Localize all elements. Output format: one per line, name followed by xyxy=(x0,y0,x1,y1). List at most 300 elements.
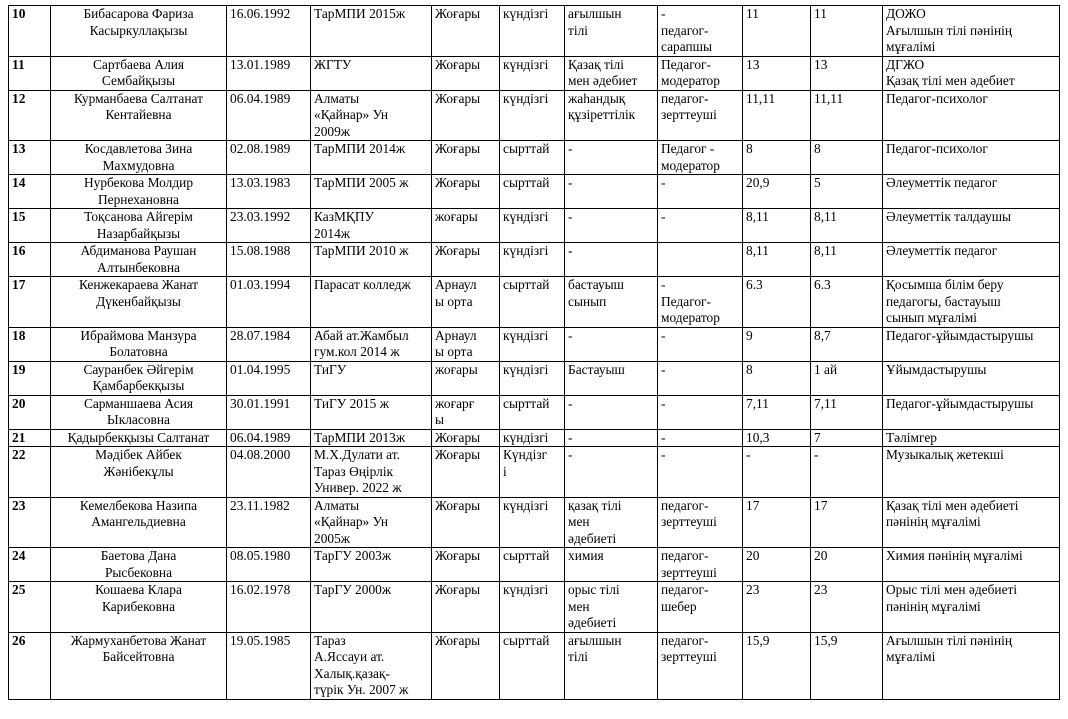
cell-text-line: Әлеуметтік педагог xyxy=(886,243,998,258)
cell-text-line: зерттеуші xyxy=(661,649,717,664)
table-row xyxy=(9,447,1060,498)
cell-text-line: ы орта xyxy=(435,344,473,359)
full-name-cell xyxy=(51,90,227,141)
study-form-cell xyxy=(500,327,565,361)
cell-text-line: Сартбаева Алия xyxy=(92,56,185,72)
teaching-experience-cell: 15,9 xyxy=(811,632,883,699)
total-experience-cell: 7,11 xyxy=(743,395,811,429)
table-row xyxy=(9,56,1060,90)
cell-text-line: Әлеуметтік талдаушы xyxy=(886,209,1012,224)
category-cell xyxy=(658,395,743,429)
cell-text-line: - xyxy=(568,327,573,343)
full-name-cell xyxy=(51,582,227,633)
cell-text-line: жоғары xyxy=(435,209,478,224)
birth-date-cell: 23.03.1992 xyxy=(227,209,311,243)
full-name-cell xyxy=(51,175,227,209)
position-cell xyxy=(883,395,1060,429)
education-level-cell xyxy=(432,632,500,699)
cell-text-line: Қадырбекқызы Салтанат xyxy=(67,429,210,445)
category-cell xyxy=(658,632,743,699)
education-level-cell xyxy=(432,141,500,175)
cell-text-line: Нурбекова Молдир xyxy=(83,175,194,190)
cell-text-line: сырттай xyxy=(503,548,550,563)
institution-cell xyxy=(311,6,432,57)
cell-text-line: шебер xyxy=(661,598,697,614)
cell-text-line: Педагог - xyxy=(661,141,715,156)
specialty-cell xyxy=(565,361,658,395)
teaching-experience-cell: 7 xyxy=(811,429,883,447)
teaching-experience-cell: 13 xyxy=(811,56,883,90)
study-form-cell xyxy=(500,175,565,209)
full-name-cell xyxy=(51,327,227,361)
birth-date-cell: 08.05.1980 xyxy=(227,548,311,582)
cell-text-line: күндізгі xyxy=(503,209,549,224)
cell-text-line: ТиГУ 2015 ж xyxy=(314,395,389,411)
birth-date-cell: 04.08.2000 xyxy=(227,447,311,498)
row-number-cell: 13 xyxy=(9,141,51,175)
study-form-cell xyxy=(500,497,565,548)
cell-text-line: «Қайнар» Ун xyxy=(314,107,389,122)
cell-text-line: күндізгі xyxy=(503,6,549,21)
cell-text-line: Тараз xyxy=(314,632,346,648)
specialty-cell xyxy=(565,141,658,175)
institution-cell xyxy=(311,327,432,361)
total-experience-cell: 6.3 xyxy=(743,277,811,328)
cell-text-line: - xyxy=(568,395,573,411)
table-row xyxy=(9,548,1060,582)
specialty-cell xyxy=(565,497,658,548)
cell-text-line: - xyxy=(661,429,666,445)
teaching-experience-cell: 8,11 xyxy=(811,209,883,243)
institution-cell xyxy=(311,582,432,633)
cell-text-line: Педагог-ұйымдастырушы xyxy=(886,395,1034,411)
institution-cell xyxy=(311,447,432,498)
cell-text-line: Алматы xyxy=(314,90,360,106)
cell-text-line: Дүкенбайқызы xyxy=(96,293,181,309)
birth-date-cell: 30.01.1991 xyxy=(227,395,311,429)
cell-text-line: Қазақ тілі xyxy=(568,56,624,72)
full-name-cell xyxy=(51,209,227,243)
cell-text-line: - xyxy=(568,141,573,156)
cell-text-line: Пернехановна xyxy=(98,191,179,207)
full-name-cell xyxy=(51,56,227,90)
teaching-experience-cell: 8 xyxy=(811,141,883,175)
teaching-experience-cell: 8,7 xyxy=(811,327,883,361)
cell-text-line: Күндізг xyxy=(503,447,548,462)
cell-text-line: Рысбековна xyxy=(104,564,173,580)
cell-text-line: пәнінің мұғалімі xyxy=(886,598,981,614)
position-cell xyxy=(883,6,1060,57)
cell-text-line: Бибасарова Фариза xyxy=(83,6,194,21)
total-experience-cell: 10,3 xyxy=(743,429,811,447)
teaching-experience-cell: 5 xyxy=(811,175,883,209)
position-cell xyxy=(883,429,1060,447)
specialty-cell xyxy=(565,429,658,447)
row-number-cell: 11 xyxy=(9,56,51,90)
table-row xyxy=(9,243,1060,277)
cell-text-line: Кошаева Клара xyxy=(95,582,182,597)
total-experience-cell: 9 xyxy=(743,327,811,361)
cell-text-line: сарапшы xyxy=(661,39,712,54)
education-level-cell xyxy=(432,6,500,57)
table-row xyxy=(9,277,1060,328)
study-form-cell xyxy=(500,632,565,699)
cell-text-line: - xyxy=(661,395,666,411)
cell-text-line: Кенжекараева Жанат xyxy=(78,277,199,292)
cell-text-line: ағылшын xyxy=(568,6,622,21)
cell-text-line: - xyxy=(568,447,573,462)
position-cell xyxy=(883,141,1060,175)
institution-cell xyxy=(311,632,432,699)
category-cell xyxy=(658,497,743,548)
category-cell xyxy=(658,243,743,277)
cell-text-line: күндізгі xyxy=(503,582,549,597)
cell-text-line: Кентайевна xyxy=(105,107,172,122)
education-level-cell xyxy=(432,582,500,633)
institution-cell xyxy=(311,175,432,209)
cell-text-line: қазақ тілі xyxy=(568,497,622,513)
cell-text-line: құзіреттілік xyxy=(568,107,636,122)
category-cell xyxy=(658,548,743,582)
table-row xyxy=(9,175,1060,209)
study-form-cell xyxy=(500,141,565,175)
cell-text-line: Орыс тілі мен әдебиеті xyxy=(886,582,1018,597)
cell-text-line: Тәлімгер xyxy=(886,429,937,445)
position-cell xyxy=(883,243,1060,277)
cell-text-line: 2009ж xyxy=(314,123,351,139)
institution-cell xyxy=(311,56,432,90)
cell-text-line: Жоғары xyxy=(435,429,481,445)
document-page xyxy=(8,5,1060,700)
table-row xyxy=(9,582,1060,633)
cell-text-line: Абай ат.Жамбыл xyxy=(314,327,409,343)
cell-text-line: ДОЖО xyxy=(886,6,926,21)
cell-text-line: 2005ж xyxy=(314,530,351,546)
full-name-cell xyxy=(51,6,227,57)
cell-text-line: модератор xyxy=(661,157,720,173)
row-number-cell: 24 xyxy=(9,548,51,582)
cell-text-line: педагог- xyxy=(661,22,709,38)
cell-text-line: КазМҚПУ xyxy=(314,209,374,224)
study-form-cell xyxy=(500,90,565,141)
category-cell xyxy=(658,56,743,90)
cell-text-line: тілі xyxy=(568,22,588,38)
total-experience-cell: 23 xyxy=(743,582,811,633)
position-cell xyxy=(883,327,1060,361)
cell-text-line: ағылшын xyxy=(568,632,622,648)
row-number-cell: 22 xyxy=(9,447,51,498)
position-cell xyxy=(883,632,1060,699)
row-number-cell: 19 xyxy=(9,361,51,395)
cell-text-line: М.Х.Дулати ат. xyxy=(314,447,400,462)
position-cell xyxy=(883,90,1060,141)
birth-date-cell: 16.02.1978 xyxy=(227,582,311,633)
birth-date-cell: 06.04.1989 xyxy=(227,90,311,141)
full-name-cell xyxy=(51,548,227,582)
cell-text-line: сырттай xyxy=(503,395,550,411)
education-level-cell xyxy=(432,497,500,548)
cell-text-line: Жоғары xyxy=(435,582,481,597)
cell-text-line: Тараз Өңірлік xyxy=(314,463,394,479)
cell-text-line: Ағылшын тілі пәнінің xyxy=(886,632,1013,648)
cell-text-line: Жоғары xyxy=(435,90,481,106)
study-form-cell xyxy=(500,6,565,57)
institution-cell xyxy=(311,277,432,328)
cell-text-line: - xyxy=(568,243,573,258)
position-cell xyxy=(883,277,1060,328)
full-name-cell xyxy=(51,395,227,429)
cell-text-line: Жоғары xyxy=(435,243,481,258)
cell-text-line: Кемелбекова Назипа xyxy=(79,497,198,513)
specialty-cell xyxy=(565,56,658,90)
study-form-cell xyxy=(500,361,565,395)
birth-date-cell: 19.05.1985 xyxy=(227,632,311,699)
category-cell xyxy=(658,141,743,175)
cell-text-line: Химия пәнінің мұғалімі xyxy=(886,548,1023,563)
cell-text-line: Жоғары xyxy=(435,497,481,513)
institution-cell xyxy=(311,497,432,548)
education-level-cell xyxy=(432,395,500,429)
cell-text-line: і xyxy=(503,463,507,479)
cell-text-line: - xyxy=(568,175,573,190)
cell-text-line: - xyxy=(661,277,666,292)
cell-text-line: гум.кол 2014 ж xyxy=(314,344,400,359)
cell-text-line: Арнаул xyxy=(435,277,477,292)
total-experience-cell: 15,9 xyxy=(743,632,811,699)
cell-text-line: зерттеуші xyxy=(661,107,717,122)
teaching-experience-cell: 23 xyxy=(811,582,883,633)
cell-text-line: Халық.қазақ- xyxy=(314,665,390,681)
total-experience-cell: 11,11 xyxy=(743,90,811,141)
table-row xyxy=(9,141,1060,175)
study-form-cell xyxy=(500,395,565,429)
position-cell xyxy=(883,447,1060,498)
study-form-cell xyxy=(500,277,565,328)
cell-text-line: Ыкласовна xyxy=(107,412,170,427)
cell-text-line: Жоғары xyxy=(435,175,481,190)
cell-text-line: зерттеуші xyxy=(661,564,717,580)
cell-text-line: күндізгі xyxy=(503,243,549,258)
full-name-cell xyxy=(51,277,227,328)
full-name-cell xyxy=(51,632,227,699)
cell-text-line: педагог- xyxy=(661,90,709,106)
cell-text-line: Жоғары xyxy=(435,632,481,648)
full-name-cell xyxy=(51,497,227,548)
teaching-experience-cell: 11 xyxy=(811,6,883,57)
cell-text-line: Бастауыш xyxy=(568,361,625,377)
cell-text-line: Универ. 2022 ж xyxy=(314,480,402,495)
cell-text-line: Курманбаева Салтанат xyxy=(74,90,203,106)
cell-text-line: модератор xyxy=(661,310,720,325)
full-name-cell xyxy=(51,141,227,175)
row-number-cell: 23 xyxy=(9,497,51,548)
birth-date-cell: 16.06.1992 xyxy=(227,6,311,57)
cell-text-line: сынып мұғалімі xyxy=(886,310,977,325)
study-form-cell xyxy=(500,209,565,243)
position-cell xyxy=(883,361,1060,395)
total-experience-cell: 8 xyxy=(743,361,811,395)
cell-text-line: Педагог-ұйымдастырушы xyxy=(886,327,1034,343)
cell-text-line: Арнаул xyxy=(435,327,477,343)
cell-text-line: химия xyxy=(568,548,604,563)
cell-text-line: Қосымша білім беру xyxy=(886,277,1004,292)
specialty-cell xyxy=(565,447,658,498)
total-experience-cell: 20,9 xyxy=(743,175,811,209)
full-name-cell xyxy=(51,447,227,498)
row-number-cell: 25 xyxy=(9,582,51,633)
institution-cell xyxy=(311,141,432,175)
cell-text-line: Ибраймова Манзура xyxy=(80,327,197,343)
cell-text-line: мен xyxy=(568,514,590,529)
teaching-experience-cell: 17 xyxy=(811,497,883,548)
institution-cell xyxy=(311,548,432,582)
cell-text-line: ы орта xyxy=(435,293,473,309)
cell-text-line: - xyxy=(568,429,573,445)
cell-text-line: күндізгі xyxy=(503,429,549,445)
cell-text-line: Мәдібек Айбек xyxy=(95,447,182,462)
cell-text-line: Жоғары xyxy=(435,56,481,72)
study-form-cell xyxy=(500,447,565,498)
staff-table-body xyxy=(9,6,1060,700)
specialty-cell xyxy=(565,395,658,429)
cell-text-line: Сембайқызы xyxy=(101,73,176,88)
cell-text-line: - xyxy=(661,361,666,377)
cell-text-line: Педагог- xyxy=(661,293,711,309)
position-cell xyxy=(883,548,1060,582)
cell-text-line: күндізгі xyxy=(503,90,549,106)
cell-text-line: бастауыш xyxy=(568,277,624,292)
teaching-experience-cell: 6.3 xyxy=(811,277,883,328)
category-cell xyxy=(658,327,743,361)
category-cell xyxy=(658,90,743,141)
cell-text-line: педагог- xyxy=(661,582,709,597)
table-row xyxy=(9,497,1060,548)
birth-date-cell: 13.03.1983 xyxy=(227,175,311,209)
birth-date-cell: 28.07.1984 xyxy=(227,327,311,361)
cell-text-line: орыс тілі xyxy=(568,582,620,597)
full-name-cell xyxy=(51,243,227,277)
specialty-cell xyxy=(565,582,658,633)
cell-text-line: сырттай xyxy=(503,277,550,292)
cell-text-line: ы xyxy=(435,412,444,427)
birth-date-cell: 06.04.1989 xyxy=(227,429,311,447)
education-level-cell xyxy=(432,327,500,361)
table-row xyxy=(9,429,1060,447)
cell-text-line: Жоғары xyxy=(435,447,481,462)
cell-text-line: Педагог-психолог xyxy=(886,90,988,106)
education-level-cell xyxy=(432,209,500,243)
total-experience-cell: 11 xyxy=(743,6,811,57)
education-level-cell xyxy=(432,56,500,90)
table-row xyxy=(9,209,1060,243)
cell-text-line: - xyxy=(568,209,573,224)
cell-text-line: Жоғары xyxy=(435,6,481,21)
cell-text-line: күндізгі xyxy=(503,327,549,343)
education-level-cell xyxy=(432,277,500,328)
full-name-cell xyxy=(51,429,227,447)
cell-text-line: мұғалімі xyxy=(886,649,936,664)
birth-date-cell: 02.08.1989 xyxy=(227,141,311,175)
cell-text-line: ТарМПИ 2015ж xyxy=(314,6,406,21)
cell-text-line: ТарМПИ 2014ж xyxy=(314,141,406,156)
cell-text-line: Қазақ тілі мен әдебиет xyxy=(886,73,1015,88)
table-row xyxy=(9,6,1060,57)
total-experience-cell: 20 xyxy=(743,548,811,582)
total-experience-cell: - xyxy=(743,447,811,498)
study-form-cell xyxy=(500,243,565,277)
category-cell xyxy=(658,582,743,633)
cell-text-line: педагогы, бастауыш xyxy=(886,293,1001,309)
row-number-cell: 26 xyxy=(9,632,51,699)
row-number-cell: 16 xyxy=(9,243,51,277)
cell-text-line: сырттай xyxy=(503,175,550,190)
cell-text-line: - xyxy=(661,175,666,190)
cell-text-line: Алтынбековна xyxy=(97,259,180,275)
position-cell xyxy=(883,582,1060,633)
cell-text-line: «Қайнар» Ун xyxy=(314,514,389,529)
institution-cell xyxy=(311,361,432,395)
total-experience-cell: 8,11 xyxy=(743,209,811,243)
specialty-cell xyxy=(565,327,658,361)
cell-text-line: Тоқсанова Айгерім xyxy=(84,209,193,224)
cell-text-line: Болатовна xyxy=(109,344,168,359)
birth-date-cell: 23.11.1982 xyxy=(227,497,311,548)
total-experience-cell: 13 xyxy=(743,56,811,90)
full-name-cell xyxy=(51,361,227,395)
cell-text-line: - xyxy=(661,6,666,21)
row-number-cell: 12 xyxy=(9,90,51,141)
cell-text-line: Педагог-психолог xyxy=(886,141,988,156)
cell-text-line: зерттеуші xyxy=(661,514,717,529)
cell-text-line: ТарМПИ 2010 ж xyxy=(314,243,409,258)
cell-text-line: сырттай xyxy=(503,632,550,648)
cell-text-line: жаһандық xyxy=(568,90,626,106)
cell-text-line: Баетова Дана xyxy=(100,548,177,563)
birth-date-cell: 13.01.1989 xyxy=(227,56,311,90)
education-level-cell xyxy=(432,243,500,277)
cell-text-line: мен әдебиет xyxy=(568,73,638,88)
table-row xyxy=(9,90,1060,141)
position-cell xyxy=(883,175,1060,209)
category-cell xyxy=(658,209,743,243)
specialty-cell xyxy=(565,243,658,277)
cell-text-line: Парасат колледж xyxy=(314,277,411,292)
total-experience-cell: 8,11 xyxy=(743,243,811,277)
table-row xyxy=(9,361,1060,395)
cell-text-line: ТарГУ 2003ж xyxy=(314,548,392,563)
study-form-cell xyxy=(500,429,565,447)
study-form-cell xyxy=(500,56,565,90)
cell-text-line: Карибековна xyxy=(101,598,176,614)
education-level-cell xyxy=(432,90,500,141)
cell-text-line: Қамбарбекқызы xyxy=(92,378,185,393)
cell-text-line: 2014ж xyxy=(314,225,351,241)
study-form-cell xyxy=(500,548,565,582)
category-cell xyxy=(658,361,743,395)
specialty-cell xyxy=(565,209,658,243)
cell-text-line: Сарманшаева Асия xyxy=(83,395,194,411)
institution-cell xyxy=(311,429,432,447)
position-cell xyxy=(883,209,1060,243)
cell-text-line: Педагог- xyxy=(661,56,711,72)
cell-text-line: сынып xyxy=(568,293,607,309)
institution-cell xyxy=(311,209,432,243)
specialty-cell xyxy=(565,6,658,57)
total-experience-cell: 17 xyxy=(743,497,811,548)
cell-text-line: Жармуханбетова Жанат xyxy=(70,632,207,648)
institution-cell xyxy=(311,90,432,141)
category-cell xyxy=(658,175,743,209)
